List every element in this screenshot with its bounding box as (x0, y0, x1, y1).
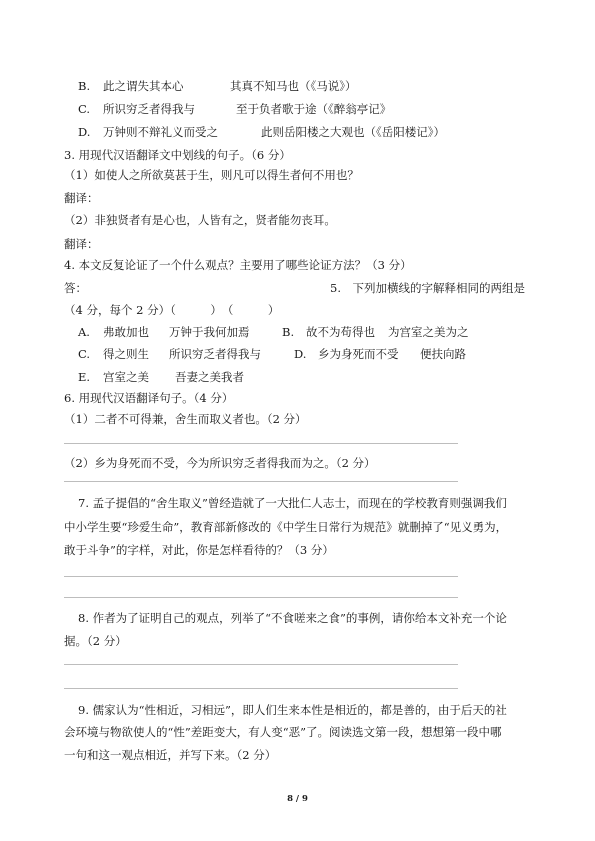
option-text: 所识穷乏者得我与 (103, 102, 195, 116)
question-8-line-1: 8. 作者为了证明自己的观点，列举了“不食嗟来之食”的事例，请你给本文补充一个论 (78, 611, 507, 625)
option-text: 故不为苟得也 (306, 325, 375, 339)
option-text: 得之则生 (103, 347, 149, 361)
question-7-line-2: 中小学生要“珍爱生命”，教育部新修改的《中学生日常行为规范》就删掉了“见义勇为， (64, 520, 508, 534)
question-3: 3. 用现代汉语翻译文中划线的句子。（6 分） (64, 148, 291, 162)
option-text: 此之谓失其本心 (103, 79, 184, 93)
option-text: 吾妻之美我者 (175, 370, 244, 384)
question-5: 5. 下列加横线的字解释相同的两组是 (330, 281, 525, 295)
question-9-line-1: 9. 儒家认为“性相近，习相远”，即人们生来本性是相近的，都是善的，由于后天的社 (78, 703, 507, 717)
question-4: 4. 本文反复论证了一个什么观点？主要用了哪些论证方法？（3 分） (64, 258, 412, 272)
option-text: 其真不知马也（《马说》） (230, 79, 357, 93)
question-9-line-2: 会环境与物欲使人的“性”差距变大，有人变“恶”了。阅读选文第一段，想想第一段中哪 (64, 725, 502, 739)
question-9-line-3: 一句和这一观点相近，并写下来。（2 分） (64, 748, 277, 762)
option-letter: C. (78, 102, 91, 116)
option-letter: D. (294, 347, 307, 361)
answer-line (64, 688, 458, 689)
answer-line (64, 481, 458, 482)
option-letter: E. (78, 370, 91, 384)
option-letter: A. (78, 325, 90, 339)
answer-label: 翻译： (64, 191, 99, 205)
option-letter: C. (78, 347, 91, 361)
question-6-item-2: （2）乡为身死而不受，今为所识穷乏者得我而为之。（2 分） (64, 456, 376, 470)
page-number: 8 / 9 (287, 794, 308, 804)
option-text: 此则岳阳楼之大观也（《岳阳楼记》） (261, 125, 445, 139)
question-3-item-2: （2）非独贤者有是心也，人皆有之，贤者能勿丧耳。 (64, 213, 336, 227)
question-6: 6. 用现代汉语翻译句子。（4 分） (64, 391, 234, 405)
option-text: 至于负者歌于途（《醉翁亭记》 (236, 102, 392, 116)
option-text: 便扶向路 (420, 347, 466, 361)
answer-line (64, 597, 458, 598)
question-7-line-3: 敢于斗争”的字样，对此，你是怎样看待的？（3 分） (64, 543, 334, 557)
question-6-item-1: （1）二者不可得兼，舍生而取义者也。（2 分） (64, 412, 307, 426)
answer-label: 翻译： (64, 237, 99, 251)
option-letter: B. (282, 325, 295, 339)
question-5-score: （4 分，每个 2 分）（ ） （ ） (64, 303, 280, 317)
answer-line (64, 576, 458, 577)
answer-line (64, 443, 458, 444)
option-text: 宫室之美 (103, 370, 149, 384)
option-letter: B. (78, 79, 91, 93)
question-3-item-1: （1）如使人之所欲莫甚于生，则凡可以得生者何不用也？ (64, 168, 359, 182)
option-text: 乡为身死而不受 (318, 347, 399, 361)
answer-label: 答： (64, 281, 87, 295)
option-text: 万钟则不辩礼义而受之 (103, 125, 218, 139)
option-text: 所识穷乏者得我与 (169, 347, 261, 361)
option-letter: D. (78, 125, 91, 139)
answer-line (64, 664, 458, 665)
question-7-line-1: 7. 孟子提倡的“舍生取义”曾经造就了一大批仁人志士，而现在的学校教育则强调我们 (78, 496, 507, 510)
option-text: 为宫室之美为之 (388, 325, 469, 339)
option-text: 弗敢加也 (103, 325, 149, 339)
question-8-line-2: 据。（2 分） (64, 634, 127, 648)
option-text: 万钟于我何加焉 (169, 325, 250, 339)
